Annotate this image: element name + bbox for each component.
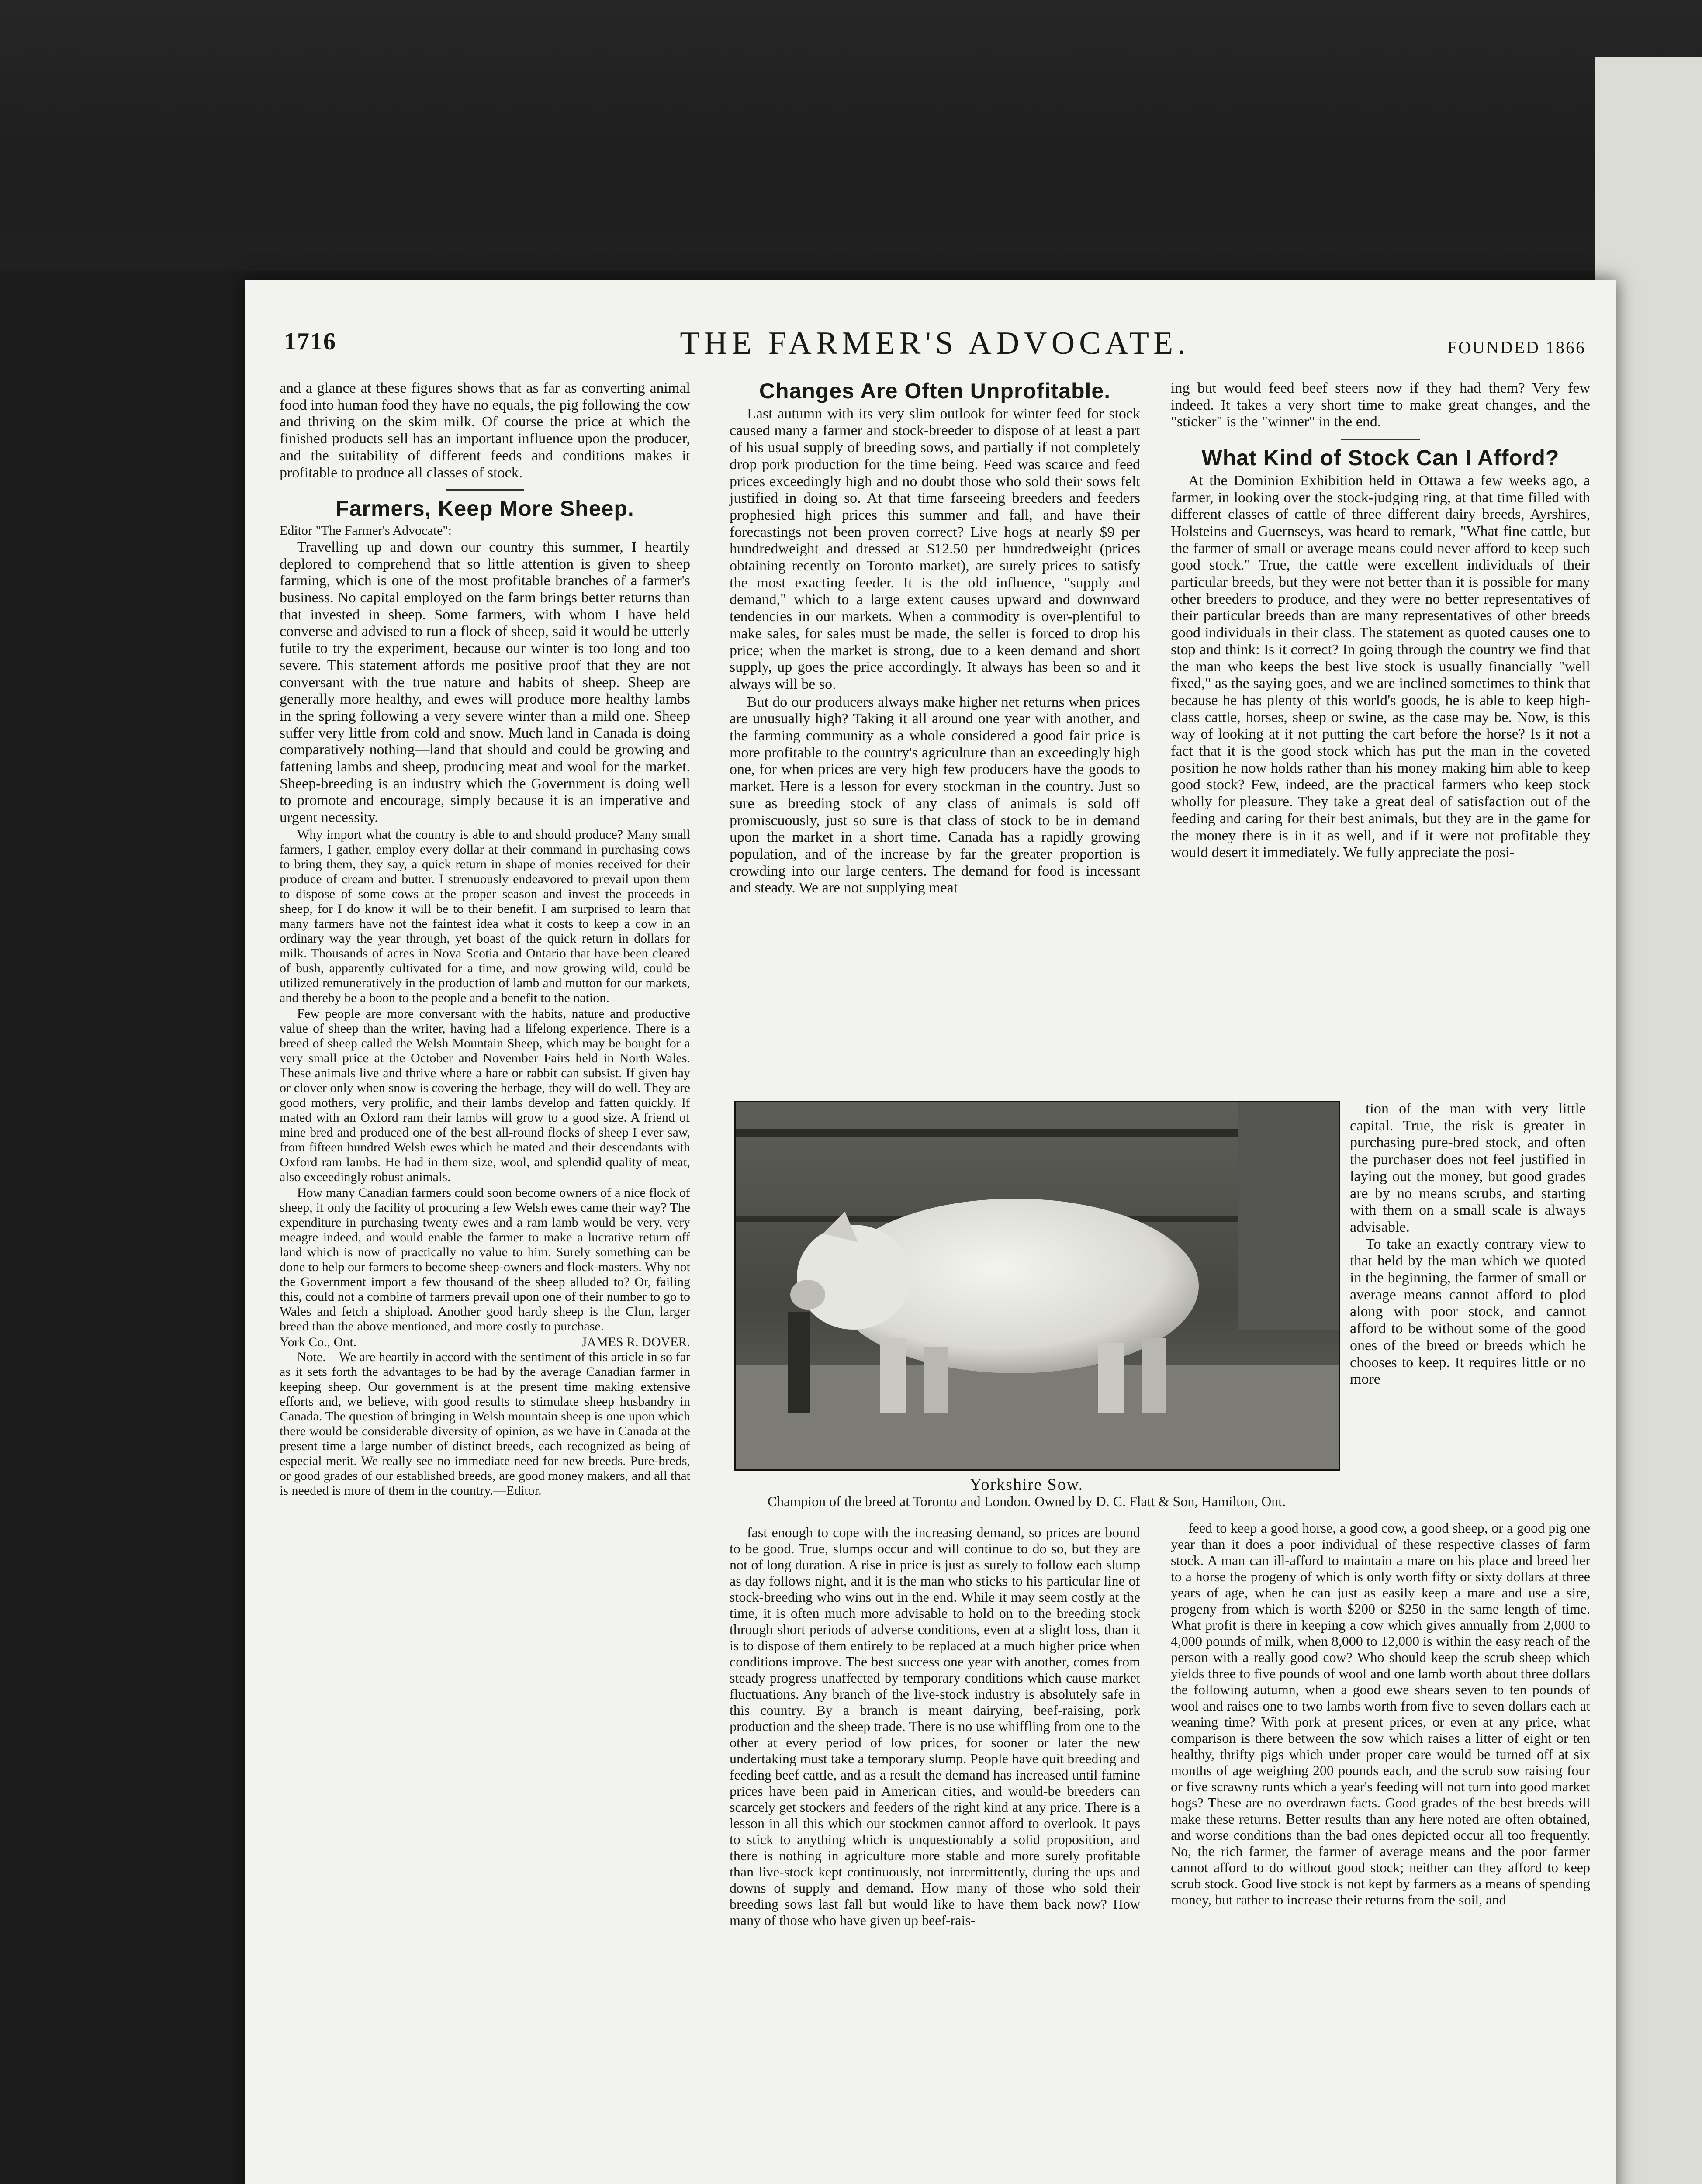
- stock-paragraph-2: feed to keep a good horse, a good cow, a good sheep, or a good pig one year than it does a poor individual of these respective classes of farm stock. A man can ill-afford to maintain a mare on his place and breed her to a horse the progeny of which is only worth fifty or sixty dollars at three years of age, when he can just as easily keep a mare and use a sire, progeny from which is worth $200 or $250 in the same length of time. What profit is there in keeping a cow which gives annually from 2,000 to 4,000 pounds of milk, when 8,000 to 12,000 is within the easy reach of the person with a really good cow? Who should keep the scrub sheep which yields three to five pounds of wool and one lamb worth about three dollars the following autumn, when a good ewe shears seven to ten pounds of wool and raises one to two lambs worth from five to seven dollars each at weaning time? With pork at present prices, or even at any price, what comparison is there between the sow which raises a litter of eight or ten healthy, thrifty pigs which under proper care would be turned off at six months of age weighing 200 pounds each, and the scrub sow raising four or five scrawny runts which a year's feeding will not turn into good market hogs? These are no overdrawn facts. Good grades of the best breeds will make these returns. Better results than any here noted are often obtained, and worse conditions than the bad ones depicted occur all too frequently. No, the rich farmer, the farmer of average means and the poor farmer cannot afford to do without good stock; neither can they afford to keep scrub stock. Good live stock is not kept by farmers as a means of spending money, but rather to increase their returns from the soil, and: [1171, 1520, 1590, 1908]
- column-3: [1171, 380, 1590, 862]
- page-number: 1716: [284, 328, 336, 355]
- column-3-bottom: [1171, 1520, 1590, 1908]
- signoff-place: York Co., Ont.: [280, 1334, 357, 1349]
- article-title-changes: Changes Are Often Unprofitable.: [759, 379, 1111, 403]
- page-header: [284, 325, 1586, 363]
- editor-note: Note.—We are heartily in accord with the sentiment of this article in so far as it sets forth the advantages to be had by the average Canadian farmer in keeping sheep. Our government is at the present time making extensive efforts and, we believe, with good results to stimulate sheep husbandry in Canada. The question of bringing in Welsh mountain sheep is one upon which there would be considerable diversity of opinion, as we have in Canada at the present time a large number of distinct breeds, each recognized as being of especial merit. We really see no immediate need for new breeds. Pure-breds, or good grades of our established breeds, are good money makers, and all that is needed is more of them in the country.—Editor.: [280, 1349, 690, 1498]
- sheep-paragraph-1: Travelling up and down our country this summer, I heartily deplored to comprehend that so little attention is given to sheep farming, which is one of the most profitable branches of a farmer's business. No capital employed on the farm brings better returns than that invested in sheep. Some farmers, with whom I have held converse and advised to run a flock of sheep, said it would be utterly futile to try the experiment, because our winter is too long and too severe. This statement affords me positive proof that they are not conversant with the true nature and habits of sheep. Sheep are generally more healthy, and ewes will produce more healthy lambs in the spring following a very severe winter than a mild one. Sheep suffer very little from cold and snow. Much land in Canada is doing comparatively nothing—land that should and could be growing and fattening lambs and sheep, producing meat and wool for the market. Sheep-breeding is an industry which the Government is doing well to promote and encourage, simply because it is an imperative and urgent necessity.: [280, 539, 690, 826]
- salutation: Editor "The Farmer's Advocate":: [280, 523, 452, 538]
- newspaper-page: [245, 280, 1616, 2184]
- sheep-paragraph-2: Why import what the country is able to and should produce? Many small farmers, I gather, employ every dollar at their command in purchasing cows to bring them, they say, a quick return in shape of monies received for their produce of cream and butter. I strenuously endeavored to prevail upon them to dispose of some cows at the proper season and invest the proceeds in sheep, for I do know it will be to their benefit. I am surprised to learn that many farmers have not the faintest idea what it costs to keep a cow in an ordinary way the year through, yet boast of the quick return in dollars for milk. Thousands of acres in Nova Scotia and Ontario that have been cleared of bush, apparently cultivated for a time, and now growing wild, could be utilized remuneratively in the production of lamb and mutton for our markets, and thereby be a boon to the people and a benefit to the nation.: [280, 827, 690, 1005]
- photo-caption: [708, 1476, 1346, 1510]
- signoff-name: JAMES R. DOVER.: [581, 1334, 690, 1349]
- wrap-paragraph-2: To take an exactly contrary view to that held by the man which we quoted in the beginning, the farmer of small or average means cannot afford to plod along with poor stock, and cannot afford to be without some of the good ones of the breed or breeds which he chooses to keep. It requires little or no more: [1350, 1236, 1586, 1388]
- signoff: [280, 1335, 690, 1350]
- scan-background-top: [0, 0, 1702, 271]
- divider: [446, 489, 524, 491]
- yorkshire-sow-photo: [734, 1101, 1340, 1471]
- sheep-paragraph-3: Few people are more conversant with the habits, nature and productive value of sheep than the writer, having had a lifelong experience. There is a breed of sheep called the Welsh Mountain Sheep, which may be bought for a very small price at the October and November Fairs held in North Wales. These animals live and thrive where a hare or rabbit can subsist. If given hay or clover only when snow is covering the herbage, they will do well. They are good mothers, very prolific, and their lambs develop and fatten quickly. If mated with an Oxford ram their lambs will grow to a good size. A friend of mine bred and produced one of the best all-round flocks of sheep I ever saw, from fifteen hundred Welsh ewes which he mated and their descendants with Oxford ram lambs. He had in them size, wool, and splendid quality of meat, also exceedingly robust animals.: [280, 1006, 690, 1184]
- wrap-text-column: [1350, 1101, 1586, 1388]
- sow-illustration: [736, 1102, 1339, 1469]
- article-title-sheep: Farmers, Keep More Sheep.: [336, 496, 634, 521]
- intro-paragraph: and a glance at these figures shows that as far as converting animal food into human food they have no equals, the pig following the cow and thriving on the skim milk. Of course the price at which the finished products sell has an important influence upon the producer, and the suitability of different feeds and conditions makes it profitable to produce all classes of stock.: [280, 380, 690, 481]
- column-2-bottom: [730, 1524, 1140, 1928]
- founded-note: FOUNDED 1866: [1447, 338, 1586, 357]
- changes-paragraph-2: But do our producers always make higher net returns when prices are unusually high? Taking it all around one year with another, and the farming community as a whole considered a good fair price is more profitable to the country's agriculture than an exceedingly high one, for when prices are very high few producers have the goods to market. Here is a lesson for every stockman in the country. Just so sure as breeding stock of any class of animals is sold off promiscuously, just so sure is that class of stock to be in demand upon the market in a short time. Canada has a rapidly growing population, and of the increase by far the greater proportion is crowding into our large centers. The demand for food is incessant and steady. We are not supplying meat: [730, 694, 1140, 896]
- stock-paragraph-1: At the Dominion Exhibition held in Ottawa a few weeks ago, a farmer, in looking over the stock-judging ring, at that time filled with different classes of cattle of three different dairy breeds, Ayrshires, Holsteins and Guernseys, was heard to remark, "What fine cattle, but the farmer of small or average means could never afford to keep such good stock." True, the cattle were excellent individuals of their particular breeds, but they were not better than it is possible for many other breeders to produce, and they were no better representatives of their particular breeds than are many representatives of other breeds good individuals in their class. The statement as quoted causes one to stop and think: Is it correct? In going through the country we find that the man who keeps the best live stock is usually financially "well fixed," as the saying goes, and we are inclined sometimes to think that because he has plenty of this world's goods, he is able to keep high-class cattle, horses, sheep or swine, as the case may be. Now, is this way of looking at it not putting the cart before the horse? Is it not a fact that it is the good stock which has put the man in the coveted position he now holds rather than his money making him able to keep good stock? Few, indeed, are the practical farmers who keep stock wholly for pleasure. They take a great deal of satisfaction out of the feeding and caring for their best animals, but they are in the game for the money there is in it as well, and if it were not profitable they would desert it immediately. We fully appreciate the posi-: [1171, 472, 1590, 861]
- changes-paragraph-3: fast enough to cope with the increasing demand, so prices are bound to be good. True, slumps occur and will continue to do so, but they are not of long duration. A rise in price is just as surely to follow each slump as day follows night, and it is the man who sticks to his particular line of stock-breeding who wins out in the end. While it may seem costly at the time, it is often much more advisable to hold on to the breeding stock through short periods of adverse conditions, even at a slight loss, than it is to dispose of them entirely to be replaced at a much higher price when conditions improve. The best success one year with another, comes from steady progress unaffected by temporary conditions which cause market fluctuations. Any branch of the live-stock industry is absolutely safe in this country. By a branch is meant dairying, beef-raising, pork production and the sheep trade. There is no use whiffling from one to the other at every period of low prices, for sooner or later the new undertaking must take a temporary slump. People have quit breeding and feeding beef cattle, and as a result the demand has increased until famine prices have been paid in American cities, and would-be breeders can scarcely get stockers and feeders of the right kind at any price. There is a lesson in all this which our stockmen cannot afford to overlook. It pays to stick to anything which is unquestionably a solid proposition, and there is nothing in agriculture more stable and more surely profitable than live-stock kept continuously, not intermittently, during the ups and downs of supply and demand. How many of those who sold their breeding sows last fall but would like to have them back now? How many of those who have given up beef-rais-: [730, 1524, 1140, 1928]
- masthead: THE FARMER'S ADVOCATE.: [680, 325, 1190, 361]
- continuation-paragraph: ing but would feed beef steers now if they had them? Very few indeed. It takes a very short time to make great changes, and the "sticker" is the "winner" in the end.: [1171, 380, 1590, 430]
- sheep-paragraph-4: How many Canadian farmers could soon become owners of a nice flock of sheep, if only the facility of procuring a few Welsh ewes came their way? The expenditure in purchasing twenty ewes and a ram lamb would be very, very meagre indeed, and would enable the farmer to make a lucrative return off land which is now of practically no value to him. Surely something can be done to help our farmers to become sheep-owners and flock-masters. Why not the Government import a few thousand of the sheep alluded to? Or, failing this, could not a combine of farmers prevail upon one of their number to go to Wales and fetch a shipload. Another good hardy sheep is the Clun, larger breed than the above mentioned, and more costly to purchase.: [280, 1185, 690, 1334]
- photo-credit: Champion of the breed at Toronto and London. Owned by D. C. Flatt & Son, Hamilton, Ont.: [767, 1493, 1286, 1509]
- column-2: [730, 380, 1140, 898]
- divider: [1341, 439, 1420, 440]
- column-1: [280, 380, 690, 1499]
- wrap-paragraph-1: tion of the man with very little capital. True, the risk is greater in purchasing pure-bred stock, and often the purchaser does not feel justified in laying out the money, but good grades are by no means scrubs, and starting with them on a small scale is always advisable.: [1350, 1101, 1586, 1235]
- article-title-stock: What Kind of Stock Can I Afford?: [1201, 446, 1560, 470]
- changes-paragraph-1: Last autumn with its very slim outlook for winter feed for stock caused many a farmer and stock-breeder to dispose of at least a part of his usual supply of breeding sows, and partially if not completely drop pork production for the time being. Feed was scarce and feed prices exceedingly high and no doubt those who sold their sows felt justified in doing so. At that time farseeing breeders and feeders prophesied high prices this summer and fall, and have their forecastings not been proven correct? Live hogs at nearly $9 per hundredweight and dressed at $12.50 per hundredweight (prices obtaining recently on Toronto market), are surely prices to satisfy the most exacting feeder. It is the old influence, "supply and demand," which to a large extent causes upward and downward tendencies in our markets. When a commodity is over-plentiful to make sales, for sales must be made, the seller is forced to drop his price; when the market is strong, due to a keen demand and short supply, up goes the price accordingly. It always has been so and it always will be so.: [730, 405, 1140, 692]
- photo-title: Yorkshire Sow.: [969, 1476, 1084, 1494]
